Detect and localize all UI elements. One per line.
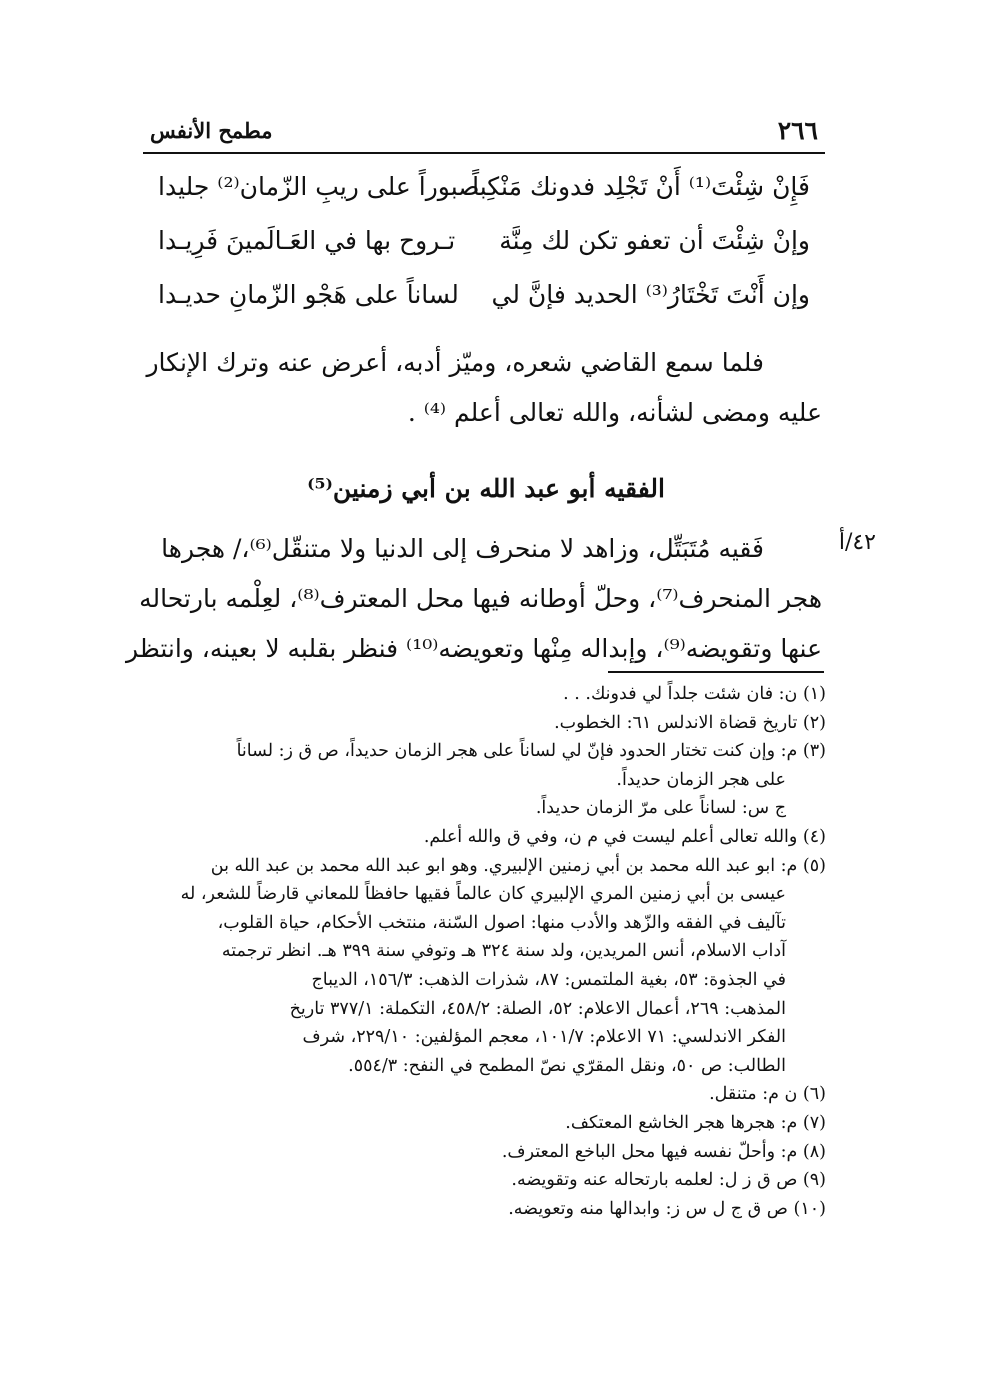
footnote-line: (٦) ن م: متنقل. <box>709 1084 826 1105</box>
text-line: فَقيه مُتَبَتِّل، وزاهد لا منحرف إلى الدنيا ولا متنقّل⁽⁶⁾،/ هجرها <box>161 534 764 563</box>
footnote-line: (٧) م: هجرها هجر الخاشع المعتكف. <box>565 1112 826 1133</box>
footnote-line: عيسى بن أبي زمنين المري الإلبيري كان عالماً فقيها حافظاً للمعاني قارضاً للشعر، له <box>180 884 786 905</box>
footnote-line: (١٠) ص ق ج ل س ز: وابدالها منه وتعويضه. <box>508 1198 826 1219</box>
poem <box>150 172 820 334</box>
text-line: فلما سمع القاضي شعره، وميّز أدبه، أعرض عنه وترك الإنكار <box>146 348 764 377</box>
poem-verse <box>150 226 820 280</box>
text-line: هجر المنحرف⁽⁷⁾، وحلّ أوطانه فيها محل المعترف⁽⁸⁾، لعِلْمه بارتحاله <box>139 584 822 613</box>
footnote-divider <box>608 671 824 673</box>
footnote-line: آداب الاسلام، أنس المريدين، ولد سنة ٣٢٤ هـ وتوفي سنة ٣٩٩ هـ. انظر ترجمته <box>221 941 786 962</box>
footnote-line: (٩) ص ق ز ل: لعلمه بارتحاله عنه وتقويضه. <box>511 1170 826 1191</box>
verse-first-hemistich: وإن أَنْتَ تَخْتَارُ⁽³⁾ الحديد فإنَّ لي <box>491 280 810 309</box>
poem-verse <box>150 280 820 334</box>
footnote-line: الفكر الاندلسي: ٧١ الاعلام: ١٠١/٧، معجم المؤلفين: ٢٢٩/١٠، شرف <box>302 1027 786 1048</box>
verse-first-hemistich: فَإِنْ شِئْتَ⁽¹⁾ أَنْ تَجْلِد فدونك مَنْكِباً <box>472 172 810 201</box>
footnote-line: تآليف في الفقه والزّهد والأدب منها: اصول السّنة، منتخب الأحكام، حياة القلوب، <box>217 912 786 933</box>
verse-second-hemistich: تـروح بها في العَـالَمينَ فَرِيـدا <box>158 226 456 255</box>
footnote-line: ج س: لساناً على مرّ الزمان حديداً. <box>535 798 786 819</box>
verse-second-hemistich: صبوراً على ريبِ الزّمان⁽²⁾ جليدا <box>158 172 480 201</box>
footnote-line: الطالب: ص ٥٠، ونقل المقرّي نصّ المطمح في النفح: ٥٥٤/٣. <box>348 1055 786 1076</box>
text-line: عليه ومضى لشأنه، والله تعالى أعلم ⁽⁴⁾ . <box>407 398 822 427</box>
manuscript-folio-marker: ٤٢/أ <box>838 530 876 555</box>
verse-first-hemistich: وإنْ شِئْتَ أن تعفو تكن لك مِنَّة <box>499 226 810 255</box>
poem-verse <box>150 172 820 226</box>
page-header <box>146 112 822 152</box>
section-heading: الفقيه أبو عبد الله بن أبي زمنين⁽⁵⁾ <box>307 474 665 503</box>
body-paragraph <box>126 524 822 674</box>
footnote-line: (٢) تاريخ قضاة الاندلس ٦١: الخطوب. <box>554 712 826 733</box>
footnote-line: (٤) والله تعالى أعلم ليست في م ن، وفي ق والله أعلم. <box>423 826 826 847</box>
footnotes <box>150 680 826 1223</box>
footnote-line: المذهب: ٢٦٩، أعمال الاعلام: ٥٢، الصلة: ٤٥٨/٢، التكملة: ٣٧٧/١ تاريخ <box>289 998 786 1019</box>
running-title: مطمح الأنفس <box>150 118 273 143</box>
footnote-line: (٥) م: ابو عبد الله محمد بن أبي زمنين الإلبيري. وهو ابو عبد الله محمد بن عبد الله بن <box>210 855 826 876</box>
page-number: ٢٦٦ <box>777 116 818 145</box>
footnote-line: على هجر الزمان حديداً. <box>616 769 786 790</box>
header-divider <box>143 152 825 154</box>
body-paragraph <box>146 338 822 438</box>
footnote-line: في الجذوة: ٥٣، بغية الملتمس: ٨٧، شذرات الذهب: ١٥٦/٣، الديباج <box>311 969 786 990</box>
verse-second-hemistich: لساناً على هَجْو الزّمانِ حديـدا <box>158 280 459 309</box>
footnote-line: (٨) م: وأحلّ نفسه فيها محل الباخع المعترف. <box>501 1141 826 1162</box>
footnote-line: (١) ن: فان شئت جلداً لي فدونك. . . <box>563 684 826 704</box>
text-line: عنها وتقويضه⁽⁹⁾، وإبداله مِنْها وتعويضه⁽¹⁰⁾ فنظر بقلبه لا بعينه، وانتظر <box>126 634 822 663</box>
footnote-line: (٣) م: وإن كنت تختار الحدود فإنّ لي لساناً على هجر الزمان حديداً، ص ق ز: لساناً <box>236 741 826 762</box>
